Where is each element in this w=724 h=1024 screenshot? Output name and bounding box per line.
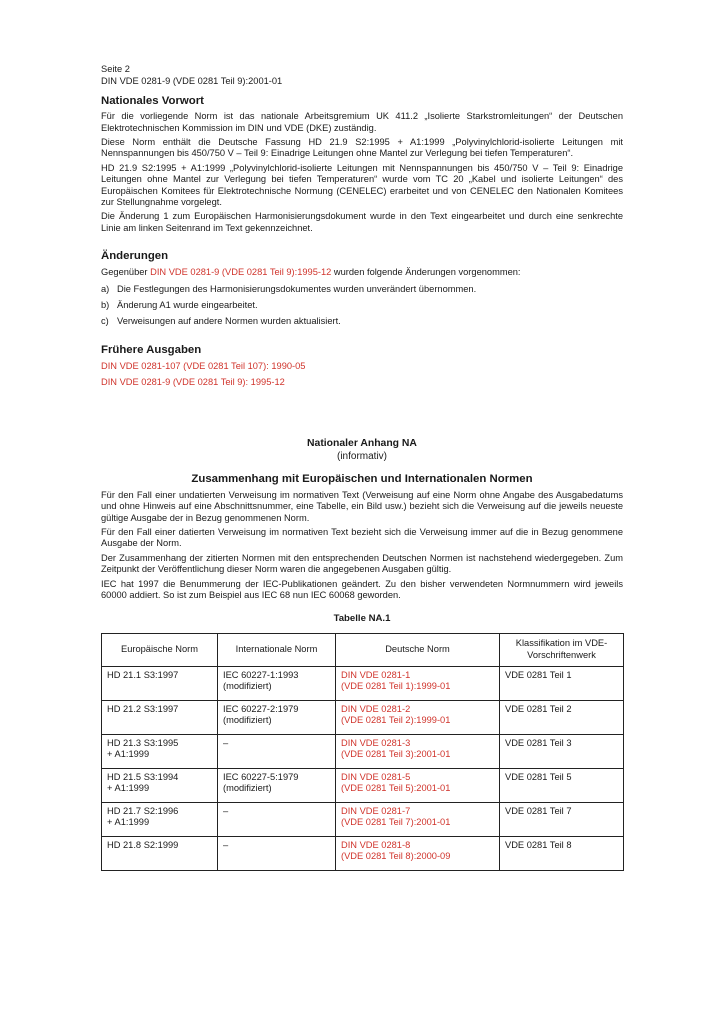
fruehere-ausgabe-link[interactable]: DIN VDE 0281-107 (VDE 0281 Teil 107): 1990-05 — [101, 360, 306, 371]
anhang-subtitle: (informativ) — [336, 450, 387, 462]
table-body — [102, 666, 624, 870]
table-row — [102, 734, 624, 768]
table-row — [102, 666, 624, 700]
aenderungen-list-item — [101, 316, 623, 327]
cell-int-norm — [218, 700, 336, 734]
table-header-row — [102, 633, 624, 666]
cell-int-norm — [218, 734, 336, 768]
header-eu-norm: Europäische Norm — [102, 633, 218, 666]
cell-int-norm — [218, 836, 336, 870]
deutsche-norm-link[interactable]: (VDE 0281 Teil 8):2000-09 — [341, 851, 451, 862]
document-page — [101, 64, 623, 871]
cell-eu-norm-line: HD 21.8 S2:1999 — [107, 839, 179, 850]
fruehere-list — [101, 361, 623, 389]
norm-table — [101, 633, 624, 871]
cell-eu-norm-line: + A1:1999 — [107, 749, 150, 760]
cell-klassifikation: VDE 0281 Teil 8 — [500, 836, 624, 870]
cell-klassifikation: VDE 0281 Teil 3 — [500, 734, 624, 768]
aenderungen-list-item — [101, 284, 623, 295]
list-marker: a) — [101, 283, 110, 294]
list-marker: b) — [101, 300, 110, 311]
anhang-paragraph-3: Der Zusammenhang der zitierten Normen mit den entsprechenden Deutschen Normen ist nachstehend wiedergegeben. Zum Zeitpunkt der Veröffentlichung dieser Norm waren die angegebenen Ausgaben gültig. — [101, 552, 623, 575]
deutsche-norm-link[interactable]: DIN VDE 0281-1 — [341, 669, 411, 680]
cell-eu-norm-line: HD 21.1 S3:1997 — [107, 669, 179, 680]
aenderungen-heading: Änderungen — [101, 250, 169, 263]
deutsche-norm-link[interactable]: (VDE 0281 Teil 7):2001-01 — [341, 817, 451, 828]
aenderungen-intro-suffix: wurden folgende Änderungen vorgenommen: — [331, 267, 521, 278]
fruehere-ausgabe-link[interactable]: DIN VDE 0281-9 (VDE 0281 Teil 9): 1995-12 — [101, 377, 285, 388]
cell-eu-norm — [102, 734, 218, 768]
vorwort-heading: Nationales Vorwort — [101, 95, 204, 108]
deutsche-norm-link[interactable]: (VDE 0281 Teil 1):1999-01 — [341, 681, 451, 692]
deutsche-norm-link[interactable]: DIN VDE 0281-2 — [341, 703, 411, 714]
anhang-paragraph-1: Für den Fall einer undatierten Verweisung im normativen Text (Verweisung auf eine Norm ohne Angabe des Ausgabedatums und ohne Hinweis auf eine Abschnittsnummer, eine Tabelle, ein Bild usw.) bezieht sich die Verweisung auf die jeweils neueste gültige Ausgabe der in Bezug genommenen Norm. — [101, 489, 623, 523]
aenderungen-intro-prefix: Gegenüber — [101, 267, 151, 278]
vorwort-paragraph-4: Die Änderung 1 zum Europäischen Harmonisierungsdokument wurde in den Text eingearbeitet und durch eine senkrechte Linie am linken Seitenrand im Text gekennzeichnet. — [101, 211, 623, 233]
aenderungen-reference-link[interactable]: DIN VDE 0281-9 (VDE 0281 Teil 9):1995-12 — [150, 267, 332, 278]
table-row — [102, 768, 624, 802]
cell-klassifikation: VDE 0281 Teil 7 — [500, 802, 624, 836]
table-row — [102, 836, 624, 870]
fruehere-heading: Frühere Ausgaben — [101, 343, 202, 356]
cell-de-norm — [336, 802, 500, 836]
header-klassifikation: Klassifikation im VDE-Vorschriftenwerk — [500, 633, 624, 666]
header-de-norm: Deutsche Norm — [336, 633, 500, 666]
cell-eu-norm-line: HD 21.5 S3:1994 — [107, 771, 179, 782]
aenderungen-intro — [101, 267, 623, 278]
cell-eu-norm-line: HD 21.7 S2:1996 — [107, 805, 179, 816]
cell-int-norm-line: IEC 60227-1:1993 — [223, 669, 299, 680]
cell-eu-norm — [102, 700, 218, 734]
cell-int-norm-line: IEC 60227-2:1979 — [223, 703, 299, 714]
document-id: DIN VDE 0281-9 (VDE 0281 Teil 9):2001-01 — [101, 75, 283, 86]
cell-int-norm — [218, 666, 336, 700]
cell-de-norm — [336, 666, 500, 700]
cell-eu-norm-line: + A1:1999 — [107, 783, 150, 794]
cell-int-norm-line: (modifiziert) — [223, 783, 272, 794]
vorwort-paragraph-2: Diese Norm enthält die Deutsche Fassung HD 21.9 S2:1995 + A1:1999 „Polyvinylchlorid-isolierte Leitungen mit Nennspannungen bis 450/750 V – Teil 9: Einadrige Leitungen ohne Mantel zur Verlegung bei tiefen Temperaturen“. — [101, 137, 623, 159]
cell-int-norm — [218, 802, 336, 836]
cell-de-norm — [336, 734, 500, 768]
cell-int-norm-line: – — [223, 737, 229, 748]
cell-de-norm — [336, 700, 500, 734]
deutsche-norm-link[interactable]: DIN VDE 0281-7 — [341, 805, 411, 816]
vorwort-paragraph-3: HD 21.9 S2:1995 + A1:1999 „Polyvinylchlorid-isolierte Leitungen mit Nennspannungen bis 450/750 V – Teil 9: Einadrige Leitungen ohne Mantel zur Verlegung bei tiefen Temperaturen“ wurde vom TC 20 „Kabel und isolierte Leitungen“ des Europäischen Komitees für Elektrotechnische Normung (CENELEC) erarbeitet und von CENELEC den Nationalen Komitees zur Stellungnahme vorgelegt. — [101, 162, 623, 208]
anhang-paragraph-4: IEC hat 1997 die Benummerung der IEC-Publikationen geändert. Zu den bisher verwendeten Normnummern wird jeweils 60000 addiert. So ist zum Beispiel aus IEC 68 nun IEC 60068 geworden. — [101, 578, 623, 600]
anhang-paragraph-2: Für den Fall einer datierten Verweisung im normativen Text bezieht sich die Verweisung immer auf die in Bezug genommene Ausgabe der Norm. — [101, 526, 623, 549]
table-row — [102, 700, 624, 734]
deutsche-norm-link[interactable]: DIN VDE 0281-3 — [341, 737, 411, 748]
cell-eu-norm — [102, 836, 218, 870]
cell-int-norm-line: (modifiziert) — [223, 715, 272, 726]
cell-int-norm-line: IEC 60227-5:1979 — [223, 771, 299, 782]
list-text: Die Festlegungen des Harmonisierungsdokumentes wurden unverändert übernommen. — [117, 283, 477, 294]
deutsche-norm-link[interactable]: (VDE 0281 Teil 2):1999-01 — [341, 715, 451, 726]
cell-eu-norm-line: HD 21.3 S3:1995 — [107, 737, 179, 748]
deutsche-norm-link[interactable]: (VDE 0281 Teil 5):2001-01 — [341, 783, 451, 794]
aenderungen-list — [101, 284, 623, 328]
list-text: Verweisungen auf andere Normen wurden aktualisiert. — [117, 316, 341, 327]
list-marker: c) — [101, 316, 109, 327]
cell-eu-norm — [102, 666, 218, 700]
cell-eu-norm-line: HD 21.2 S3:1997 — [107, 703, 179, 714]
cell-klassifikation: VDE 0281 Teil 1 — [500, 666, 624, 700]
page-number: Seite 2 — [101, 64, 130, 74]
cell-int-norm-line: – — [223, 839, 229, 850]
deutsche-norm-link[interactable]: DIN VDE 0281-8 — [341, 839, 411, 850]
cell-de-norm — [336, 768, 500, 802]
cell-int-norm-line: – — [223, 805, 229, 816]
deutsche-norm-link[interactable]: (VDE 0281 Teil 3):2001-01 — [341, 749, 451, 760]
header-int-norm: Internationale Norm — [218, 633, 336, 666]
list-text: Änderung A1 wurde eingearbeitet. — [117, 300, 258, 311]
cell-eu-norm — [102, 768, 218, 802]
cell-eu-norm-line: + A1:1999 — [107, 817, 150, 828]
cell-klassifikation: VDE 0281 Teil 2 — [500, 700, 624, 734]
cell-klassifikation: VDE 0281 Teil 5 — [500, 768, 624, 802]
table-row — [102, 802, 624, 836]
deutsche-norm-link[interactable]: DIN VDE 0281-5 — [341, 771, 411, 782]
anhang-heading: Zusammenhang mit Europäischen und Internationalen Normen — [191, 472, 533, 485]
vorwort-paragraph-1: Für die vorliegende Norm ist das nationale Arbeitsgremium UK 411.2 „Isolierte Starkstromleitungen“ der Deutschen Elektrotechnischen Kommission im DIN und VDE (DKE) zuständig. — [101, 111, 623, 133]
cell-eu-norm — [102, 802, 218, 836]
cell-de-norm — [336, 836, 500, 870]
aenderungen-list-item — [101, 300, 623, 311]
table-caption: Tabelle NA.1 — [333, 613, 391, 625]
cell-int-norm-line: (modifiziert) — [223, 681, 272, 692]
cell-int-norm — [218, 768, 336, 802]
anhang-title: Nationaler Anhang NA — [307, 437, 417, 449]
